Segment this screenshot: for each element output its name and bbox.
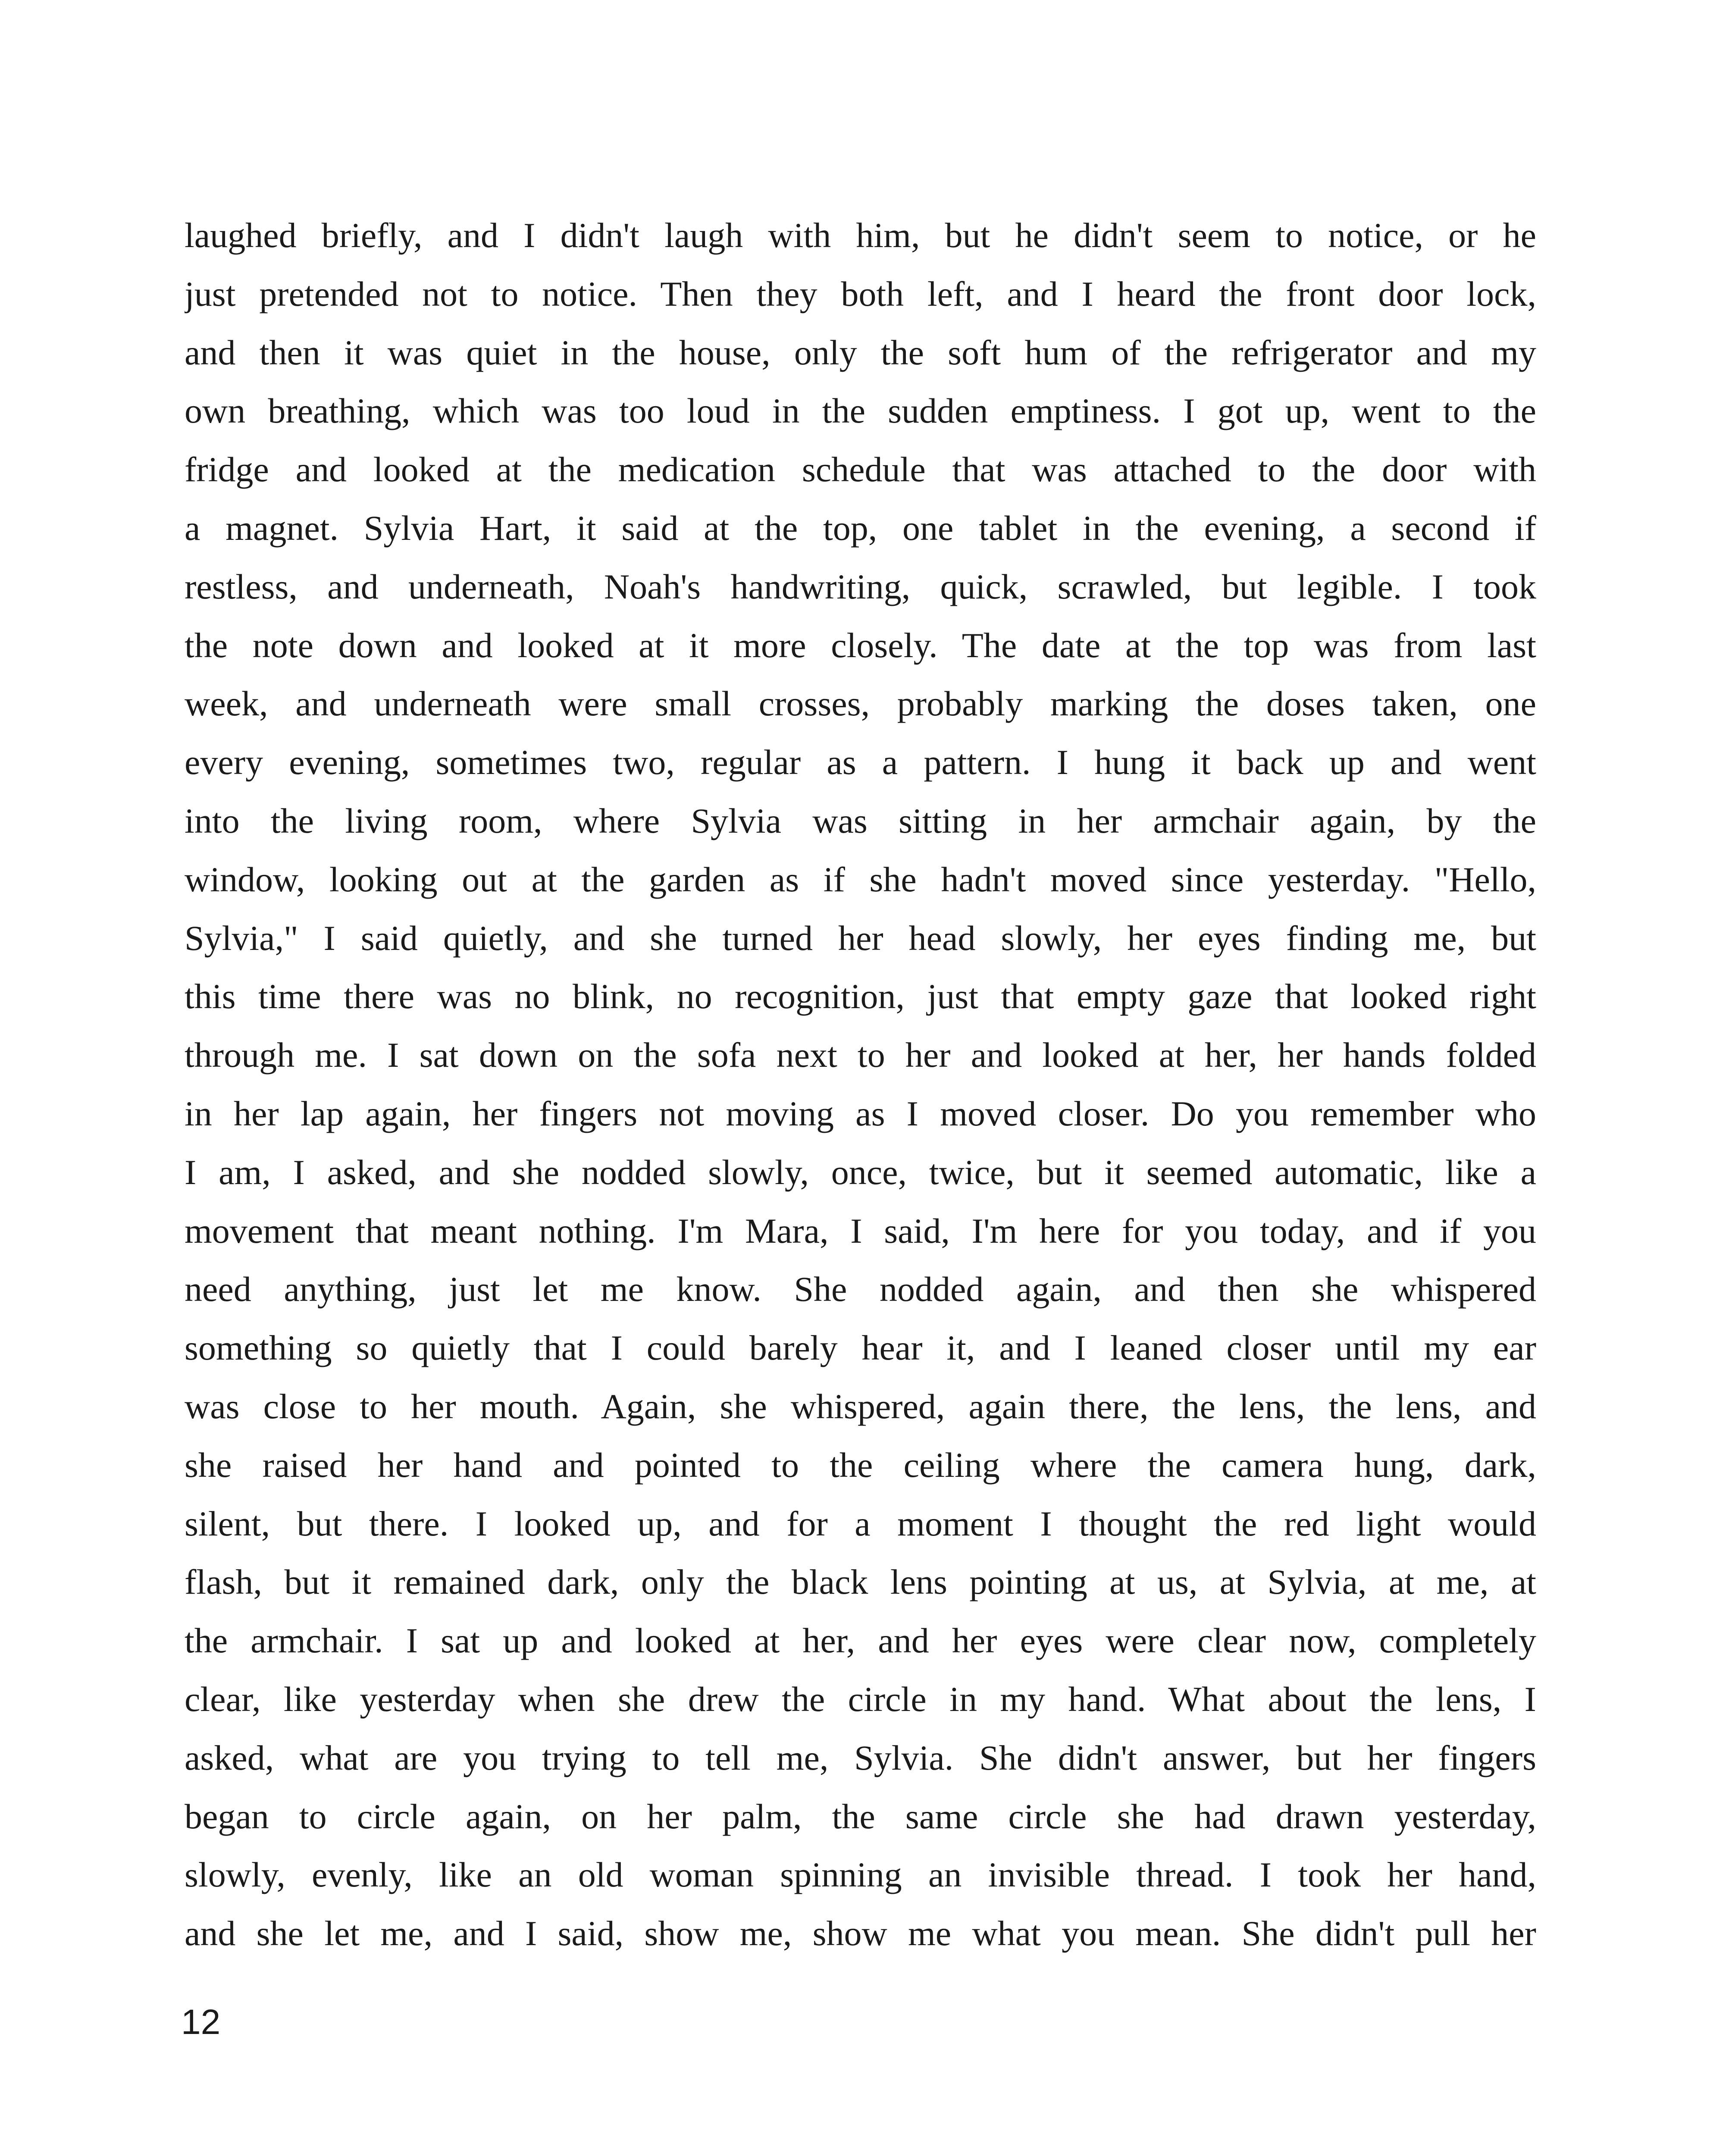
text-line: week, and underneath were small crosses, probably marking the doses taken, one [185, 684, 1536, 724]
text-line: something so quietly that I could barely hear it, and I leaned closer until my ear [185, 1328, 1536, 1368]
text-line: window, looking out at the garden as if she hadn't moved since yesterday. "Hello, [185, 859, 1536, 899]
text-line: I am, I asked, and she nodded slowly, once, twice, but it seemed automatic, like a [185, 1152, 1536, 1192]
text-line: every evening, sometimes two, regular as a pattern. I hung it back up and went [185, 743, 1536, 782]
text-line: into the living room, where Sylvia was sitting in her armchair again, by the [185, 801, 1536, 840]
text-line: flash, but it remained dark, only the black lens pointing at us, at Sylvia, at me, at [185, 1562, 1536, 1602]
text-line: began to circle again, on her palm, the same circle she had drawn yesterday, [185, 1796, 1536, 1836]
text-line: laughed briefly, and I didn't laugh with him, but he didn't seem to notice, or he [185, 216, 1536, 255]
text-line: a magnet. Sylvia Hart, it said at the top, one tablet in the evening, a second if [185, 508, 1536, 548]
text-line: own breathing, which was too loud in the sudden emptiness. I got up, went to the [185, 391, 1536, 431]
text-line: through me. I sat down on the sofa next to her and looked at her, her hands folded [185, 1035, 1536, 1075]
text-line: Sylvia," I said quietly, and she turned her head slowly, her eyes finding me, but [185, 918, 1536, 958]
text-line: the armchair. I sat up and looked at her, and her eyes were clear now, completely [185, 1621, 1536, 1661]
text-line: fridge and looked at the medication schedule that was attached to the door with [185, 450, 1536, 489]
text-line: clear, like yesterday when she drew the circle in my hand. What about the lens, I [185, 1679, 1536, 1719]
text-line: just pretended not to notice. Then they both left, and I heard the front door lock, [185, 274, 1536, 313]
text-line: asked, what are you trying to tell me, Sylvia. She didn't answer, but her fingers [185, 1738, 1536, 1777]
text-line: in her lap again, her fingers not moving as I moved closer. Do you remember who [185, 1094, 1536, 1133]
text-line: this time there was no blink, no recognition, just that empty gaze that looked right [185, 977, 1536, 1016]
text-line: the note down and looked at it more closely. The date at the top was from last [185, 625, 1536, 665]
text-line: restless, and underneath, Noah's handwriting, quick, scrawled, but legible. I took [185, 567, 1536, 606]
text-line: and then it was quiet in the house, only the soft hum of the refrigerator and my [185, 332, 1536, 372]
text-line: movement that meant nothing. I'm Mara, I said, I'm here for you today, and if you [185, 1211, 1536, 1250]
text-line: was close to her mouth. Again, she whispered, again there, the lens, the lens, and [185, 1386, 1536, 1426]
text-line: silent, but there. I looked up, and for a moment I thought the red light would [185, 1504, 1536, 1543]
text-line: and she let me, and I said, show me, show me what you mean. She didn't pull her [185, 1914, 1536, 1953]
text-line: need anything, just let me know. She nodded again, and then she whispered [185, 1269, 1536, 1309]
text-line: she raised her hand and pointed to the ceiling where the camera hung, dark, [185, 1445, 1536, 1485]
body-paragraph [185, 206, 1536, 1963]
page-number: 12 [181, 2002, 221, 2042]
text-line: slowly, evenly, like an old woman spinning an invisible thread. I took her hand, [185, 1855, 1536, 1895]
